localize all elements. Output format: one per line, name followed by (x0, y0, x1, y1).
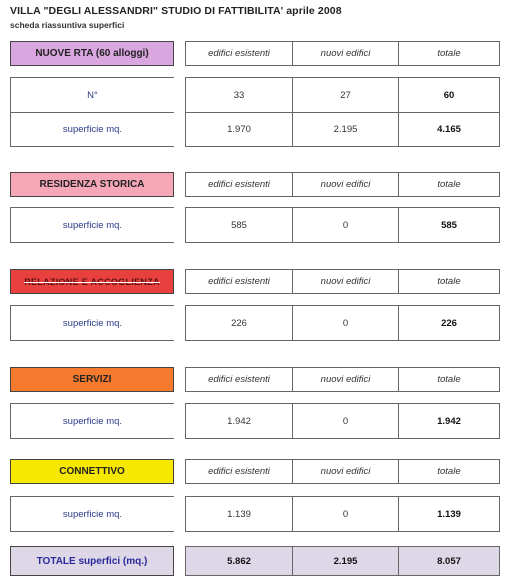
cell-existing: 1.942 (185, 403, 292, 439)
cell-existing: 33 (185, 77, 292, 113)
row-label-surface: superficie mq. (10, 207, 174, 243)
row-label-surface: superficie mq. (10, 305, 174, 341)
row-label-surface: superficie mq. (10, 112, 174, 147)
totals-total: 8.057 (398, 546, 500, 576)
col-header-new: nuovi edifici (292, 459, 398, 484)
cell-total: 60 (398, 77, 500, 113)
cell-existing: 226 (185, 305, 292, 341)
totals-new: 2.195 (292, 546, 398, 576)
col-header-existing: edifici esistenti (185, 367, 292, 392)
col-header-total: totale (398, 459, 500, 484)
totals-existing: 5.862 (185, 546, 292, 576)
row-label-surface: superficie mq. (10, 403, 174, 439)
cell-total: 4.165 (398, 112, 500, 147)
cell-new: 0 (292, 403, 398, 439)
row-label-count: N° (10, 77, 174, 113)
cell-total: 226 (398, 305, 500, 341)
col-header-existing: edifici esistenti (185, 459, 292, 484)
col-header-total: totale (398, 172, 500, 197)
cell-new: 0 (292, 207, 398, 243)
totals-label-text: TOTALE superfici (mq.) (36, 555, 148, 567)
cell-existing: 1.970 (185, 112, 292, 147)
category-servizi: SERVIZI (10, 367, 174, 392)
cell-new: 0 (292, 496, 398, 532)
cell-total: 1.139 (398, 496, 500, 532)
col-header-total: totale (398, 269, 500, 294)
cell-new: 27 (292, 77, 398, 113)
col-header-new: nuovi edifici (292, 41, 398, 66)
col-header-existing: edifici esistenti (185, 172, 292, 197)
cell-total: 585 (398, 207, 500, 243)
document-subtitle: scheda riassuntiva superfici (10, 20, 125, 30)
cell-existing: 585 (185, 207, 292, 243)
col-header-new: nuovi edifici (292, 172, 398, 197)
category-connettivo: CONNETTIVO (10, 459, 174, 484)
document-title: VILLA "DEGLI ALESSANDRI" STUDIO DI FATTIBILITA' aprile 2008 (10, 5, 342, 17)
cell-new: 2.195 (292, 112, 398, 147)
category-relazione-accoglienza: RELAZIONE E ACCOGLIENZA (10, 269, 174, 294)
col-header-new: nuovi edifici (292, 367, 398, 392)
col-header-total: totale (398, 367, 500, 392)
col-header-total: totale (398, 41, 500, 66)
category-residenza-storica: RESIDENZA STORICA (10, 172, 174, 197)
row-label-surface: superficie mq. (10, 496, 174, 532)
cell-existing: 1.139 (185, 496, 292, 532)
cell-new: 0 (292, 305, 398, 341)
col-header-existing: edifici esistenti (185, 269, 292, 294)
col-header-new: nuovi edifici (292, 269, 398, 294)
col-header-existing: edifici esistenti (185, 41, 292, 66)
totals-label (10, 546, 174, 576)
cell-total: 1.942 (398, 403, 500, 439)
category-nuove-rta: NUOVE RTA (60 alloggi) (10, 41, 174, 66)
